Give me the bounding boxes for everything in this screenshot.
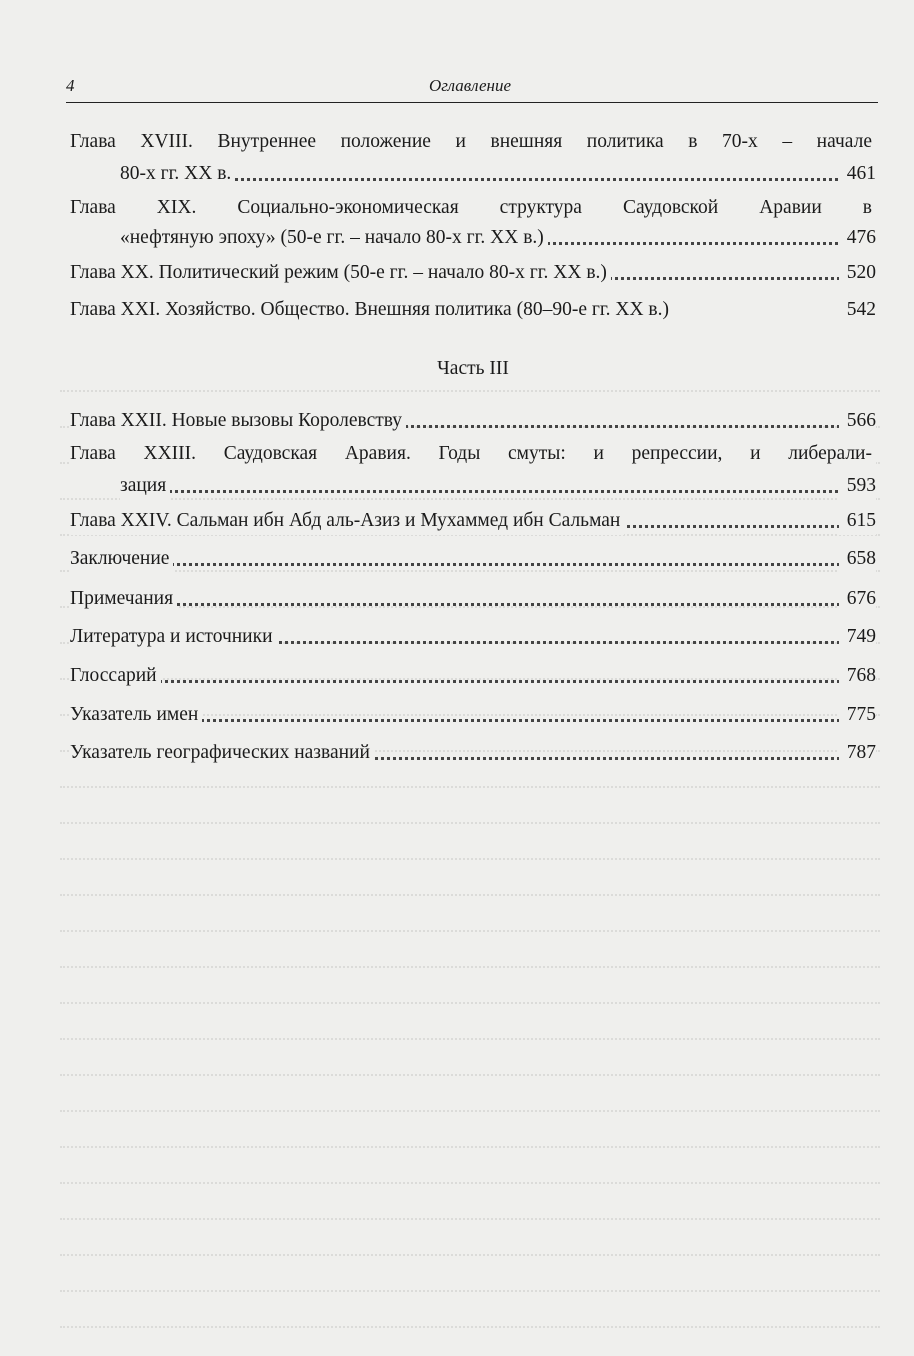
page-header bbox=[66, 72, 874, 102]
toc-page-number: 775 bbox=[839, 701, 876, 729]
page-number: 4 bbox=[66, 76, 75, 95]
toc-entry[interactable] bbox=[70, 623, 876, 651]
toc-entry-title: зация bbox=[120, 472, 170, 500]
toc-entry[interactable] bbox=[120, 224, 876, 252]
toc-entry[interactable] bbox=[70, 585, 876, 613]
toc-page-number: 461 bbox=[839, 160, 876, 188]
toc-entry-title: Указатель имен bbox=[70, 701, 202, 729]
toc-entry-title: «нефтяную эпоху» (50-е гг. – начало 80-х гг. XX в.) bbox=[120, 224, 548, 252]
toc-entry[interactable] bbox=[70, 662, 876, 690]
toc-entry-line bbox=[70, 194, 876, 222]
toc-entry[interactable] bbox=[70, 701, 876, 729]
toc-entry[interactable] bbox=[70, 407, 876, 435]
part-title: Часть III bbox=[437, 358, 509, 379]
toc-entry[interactable] bbox=[70, 739, 876, 767]
running-title: Оглавление bbox=[428, 76, 512, 95]
toc-entry[interactable] bbox=[120, 472, 876, 500]
toc-entry-title: Глава XXI. Хозяйство. Общество. Внешняя политика (80–90-е гг. XX в.) bbox=[70, 296, 673, 324]
toc-entry-title: Примечания bbox=[70, 585, 177, 613]
leader-dots bbox=[70, 603, 876, 606]
toc-page-number: 566 bbox=[839, 407, 876, 435]
toc-page-number: 676 bbox=[839, 585, 876, 613]
toc-entry-title: 80-х гг. XX в. bbox=[120, 160, 235, 188]
toc-page-number: 593 bbox=[839, 472, 876, 500]
toc-page-number: 520 bbox=[839, 259, 876, 287]
toc-entry-title: Глоссарий bbox=[70, 662, 161, 690]
toc-entry[interactable] bbox=[70, 259, 876, 287]
toc-page-number: 787 bbox=[839, 739, 876, 767]
toc-entry[interactable] bbox=[70, 296, 876, 324]
toc-page-number: 476 bbox=[839, 224, 876, 252]
leader-dots bbox=[120, 490, 876, 493]
toc-entry[interactable] bbox=[70, 545, 876, 573]
toc-page-number: 768 bbox=[839, 662, 876, 690]
leader-dots bbox=[70, 563, 876, 566]
toc-entry-title: Глава XXIV. Сальман ибн Абд аль-Азиз и Мухаммед ибн Сальман bbox=[70, 507, 624, 535]
toc-entry-title: Указатель географических названий bbox=[70, 739, 374, 767]
leader-dots bbox=[70, 680, 876, 683]
toc-page-number: 615 bbox=[839, 507, 876, 535]
toc-entry-title: Глава XXII. Новые вызовы Королевству bbox=[70, 407, 406, 435]
toc-entry-title: Глава XVIII. Внутреннее положение и внешняя политика в 70-х – начале bbox=[70, 128, 876, 156]
toc-entry[interactable] bbox=[70, 507, 876, 535]
toc-entry-title: Глава XIX. Социально-экономическая структура Саудовской Аравии в bbox=[70, 194, 876, 222]
toc-page-number: 542 bbox=[839, 296, 876, 324]
toc-entry-title: Литература и источники bbox=[70, 623, 277, 651]
toc-page-number: 749 bbox=[839, 623, 876, 651]
toc-entry-line bbox=[70, 440, 876, 468]
toc-entry-line bbox=[70, 128, 876, 156]
toc-entry-title: Глава XX. Политический режим (50-е гг. – начало 80-х гг. XX в.) bbox=[70, 259, 611, 287]
toc-entry-title: Заключение bbox=[70, 545, 173, 573]
toc-page-number: 658 bbox=[839, 545, 876, 573]
toc-entry[interactable] bbox=[120, 160, 876, 188]
header-rule bbox=[66, 102, 878, 103]
toc-entry-title: Глава XXIII. Саудовская Аравия. Годы смуты: и репрессии, и либерали- bbox=[70, 440, 876, 468]
